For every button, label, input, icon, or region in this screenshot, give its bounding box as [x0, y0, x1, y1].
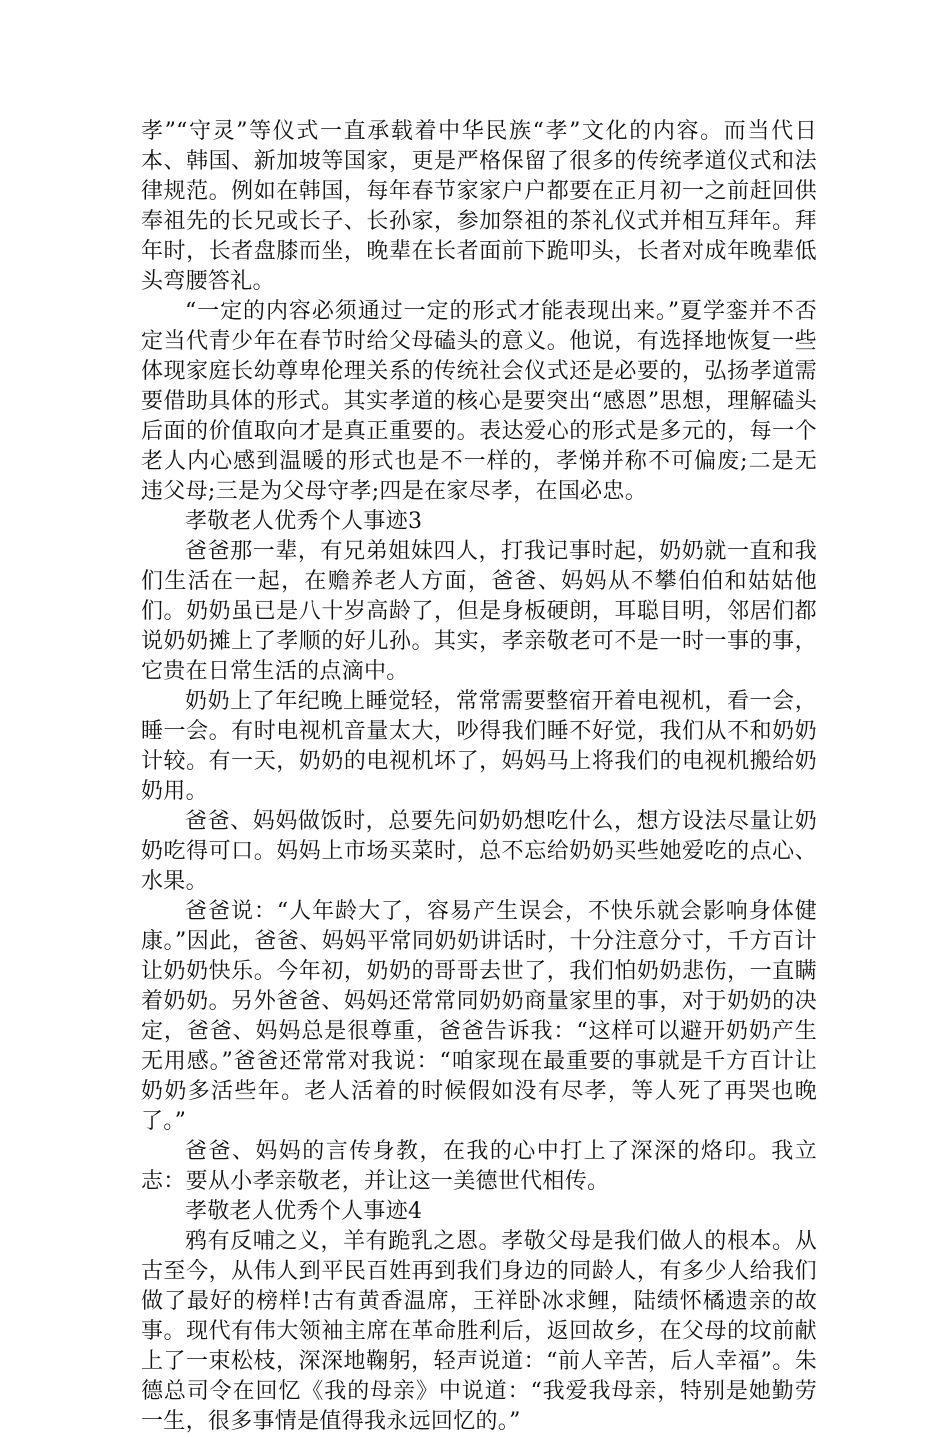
paragraph: 爸爸、妈妈做饭时，总要先问奶奶想吃什么，想方设法尽量让奶奶吃得可口。妈妈上市场买菜时，总不忘给奶奶买些她爱吃的点心、水果。 — [141, 809, 817, 894]
paragraph: 孝”“守灵”等仪式一直承载着中华民族“孝”文化的内容。而当代日本、韩国、新加坡等国家，更是严格保留了很多的传统孝道仪式和法律规范。例如在韩国，每年春节家家户户都要在正月初一之前赶回供奉祖先的长兄或长子、长孙家，参加祭祖的茶礼仪式并相互拜年。拜年时，长者盘膝而坐，晚辈在长者面前下跪叩头，长者对成年晚辈低头弯腰答礼。 — [141, 119, 817, 294]
section-heading: 孝敬老人优秀个人事迹4 — [185, 1199, 423, 1224]
document-body — [141, 117, 817, 1437]
paragraph: 鸦有反哺之义，羊有跪乳之恩。孝敬父母是我们做人的根本。从古至今，从伟人到平民百姓再到我们身边的同龄人，有多少人给我们做了最好的榜样!古有黄香温席，王祥卧冰求鲤，陆绩怀橘遗亲的故事。现代有伟大领袖主席在革命胜利后，返回故乡，在父母的坟前献上了一束松枝，深深地鞠躬，轻声说道：“前人辛苦，后人幸福”。朱德总司令在回忆《我的母亲》中说道：“我爱我母亲，特别是她勤劳一生，很多事情是值得我永远回忆的。” — [141, 1229, 817, 1434]
paragraph: 奶奶上了年纪晚上睡觉轻，常常需要整宿开着电视机，看一会，睡一会。有时电视机音量太大，吵得我们睡不好觉，我们从不和奶奶计较。有一天，奶奶的电视机坏了，妈妈马上将我们的电视机搬给奶奶用。 — [141, 689, 817, 804]
paragraph: 爸爸说：“人年龄大了，容易产生误会，不快乐就会影响身体健康。”因此，爸爸、妈妈平常同奶奶讲话时，十分注意分寸，千方百计让奶奶快乐。今年初，奶奶的哥哥去世了，我们怕奶奶悲伤，一直瞒着奶奶。另外爸爸、妈妈还常常同奶奶商量家里的事，对于奶奶的决定，爸爸、妈妈总是很尊重，爸爸告诉我：“这样可以避开奶奶产生无用感。”爸爸还常常对我说：“咱家现在最重要的事就是千方百计让奶奶多活些年。老人活着的时候假如没有尽孝，等人死了再哭也晚了。” — [141, 899, 817, 1134]
paragraph: 爸爸、妈妈的言传身教，在我的心中打上了深深的烙印。我立志：要从小孝亲敬老，并让这一美德世代相传。 — [141, 1139, 817, 1194]
section-heading: 孝敬老人优秀个人事迹3 — [185, 509, 423, 534]
paragraph: 爸爸那一辈，有兄弟姐妹四人，打我记事时起，奶奶就一直和我们生活在一起，在赡养老人方面，爸爸、妈妈从不攀伯伯和姑姑他们。奶奶虽已是八十岁高龄了，但是身板硬朗，耳聪目明，邻居们都说奶奶摊上了孝顺的好儿孙。其实，孝亲敬老可不是一时一事的事，它贵在日常生活的点滴中。 — [141, 539, 817, 684]
paragraph: “一定的内容必须通过一定的形式才能表现出来。”夏学銮并不否定当代青少年在春节时给父母磕头的意义。他说，有选择地恢复一些体现家庭长幼尊卑伦理关系的传统社会仪式还是必要的，弘扬孝道需要借助具体的形式。其实孝道的核心是要突出“感恩”思想，理解磕头后面的价值取向才是真正重要的。表达爱心的形式是多元的，每一个老人内心感到温暖的形式也是不一样的，孝悌并称不可偏废;二是无违父母;三是为父母守孝;四是在家尽孝，在国必忠。 — [141, 299, 817, 504]
